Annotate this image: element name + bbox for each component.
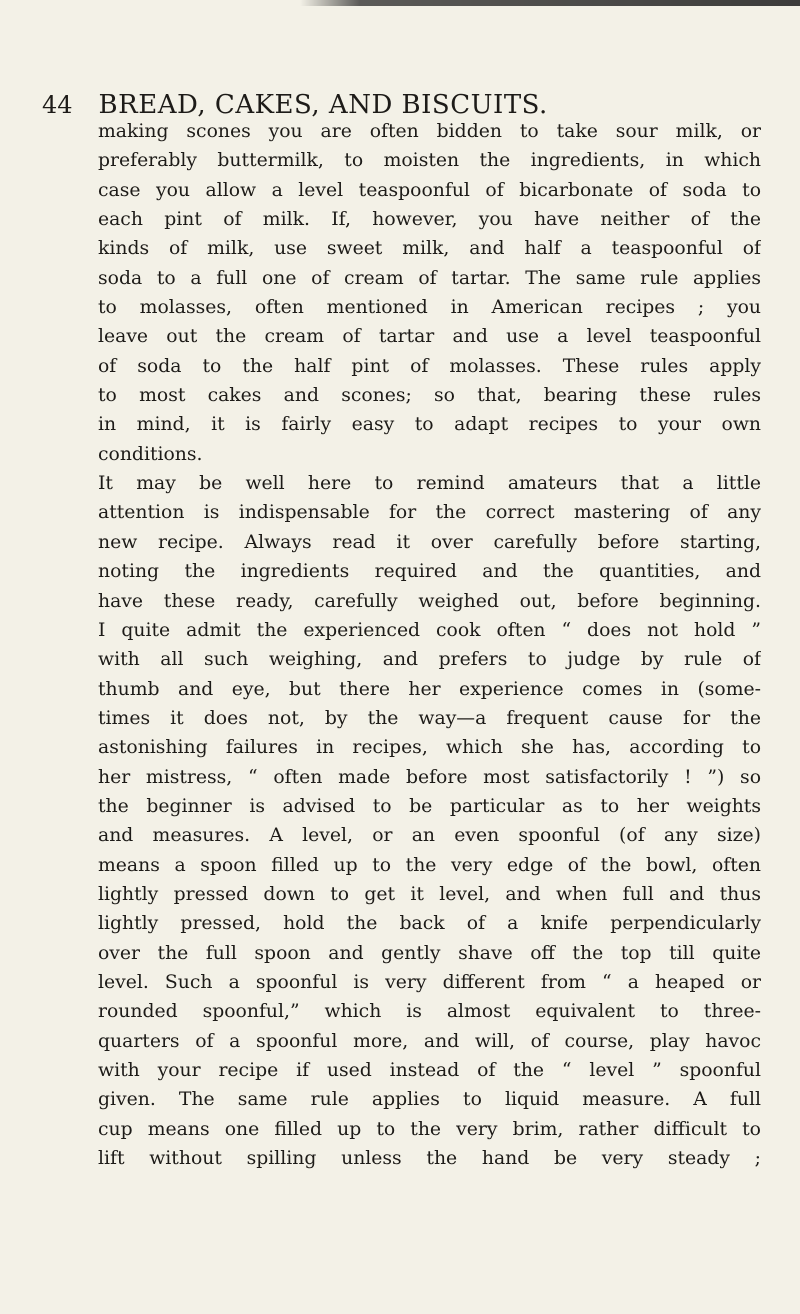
text-line: attention is indispensable for the correct mastering of any xyxy=(98,502,761,524)
text-line: with your recipe if used instead of the “ level ” spoonful xyxy=(98,1060,761,1081)
text-line: new recipe. Always read it over carefully before starting, xyxy=(98,531,761,553)
text-line: I quite admit the experienced cook often “ does not hold ” xyxy=(98,619,761,641)
text-line: soda to a full one of cream of tartar. The same rule applies xyxy=(98,267,761,289)
text-line: lightly pressed, hold the back of a knife perpendicularly xyxy=(98,913,761,935)
text-line: astonishing failures in recipes, which she has, according to xyxy=(98,737,761,759)
text-line: kinds of milk, use sweet milk, and half a teaspoonful of xyxy=(98,238,761,260)
body-text xyxy=(98,117,761,1173)
running-head: BREAD, CAKES, AND BISCUITS. xyxy=(98,90,548,120)
text-line: thumb and eye, but there her experience comes in (some- xyxy=(98,678,761,700)
text-line: making scones you are often bidden to take sour milk, or xyxy=(98,121,761,142)
text-line: times it does not, by the way—a frequent cause for the xyxy=(98,707,761,729)
text-line: preferably buttermilk, to moisten the ingredients, in which xyxy=(98,150,761,172)
text-line: lift without spilling unless the hand be very steady ; xyxy=(98,1148,761,1170)
text-line: cup means one filled up to the very brim, rather difficult to xyxy=(98,1118,761,1140)
text-line: lightly pressed down to get it level, and when full and thus xyxy=(98,883,761,905)
paragraph-start-line: It may be well here to remind amateurs that a little xyxy=(98,473,761,495)
text-line: have these ready, carefully weighed out, before beginning. xyxy=(98,590,761,612)
text-line: given. The same rule applies to liquid measure. A full xyxy=(98,1089,761,1111)
text-line: to molasses, often mentioned in American recipes ; you xyxy=(98,297,761,319)
text-line: each pint of milk. If, however, you have neither of the xyxy=(98,209,761,231)
page-number: 44 xyxy=(42,91,73,119)
text-line: her mistress, “ often made before most satisfactorily ! ”) so xyxy=(98,766,761,788)
text-line: the beginner is advised to be particular as to her weights xyxy=(98,795,761,817)
text-line: case you allow a level teaspoonful of bicarbonate of soda to xyxy=(98,179,761,201)
paragraph-end-line: conditions. xyxy=(98,443,203,465)
text-line: with all such weighing, and prefers to judge by rule of xyxy=(98,649,761,671)
text-line: of soda to the half pint of molasses. These rules apply xyxy=(98,355,761,377)
text-line: in mind, it is fairly easy to adapt recipes to your own xyxy=(98,414,761,436)
top-edge-rule xyxy=(300,0,800,6)
text-line: and measures. A level, or an even spoonful (of any size) xyxy=(98,825,761,847)
text-line: level. Such a spoonful is very different from “ a heaped or xyxy=(98,971,761,993)
text-line: to most cakes and scones; so that, bearing these rules xyxy=(98,385,761,407)
text-line: quarters of a spoonful more, and will, of course, play havoc xyxy=(98,1030,761,1052)
text-line: noting the ingredients required and the quantities, and xyxy=(98,561,761,583)
text-line: rounded spoonful,” which is almost equivalent to three- xyxy=(98,1001,761,1023)
text-line: over the full spoon and gently shave off the top till quite xyxy=(98,942,761,964)
text-line: leave out the cream of tartar and use a level teaspoonful xyxy=(98,326,761,348)
text-line: means a spoon filled up to the very edge of the bowl, often xyxy=(98,854,761,876)
